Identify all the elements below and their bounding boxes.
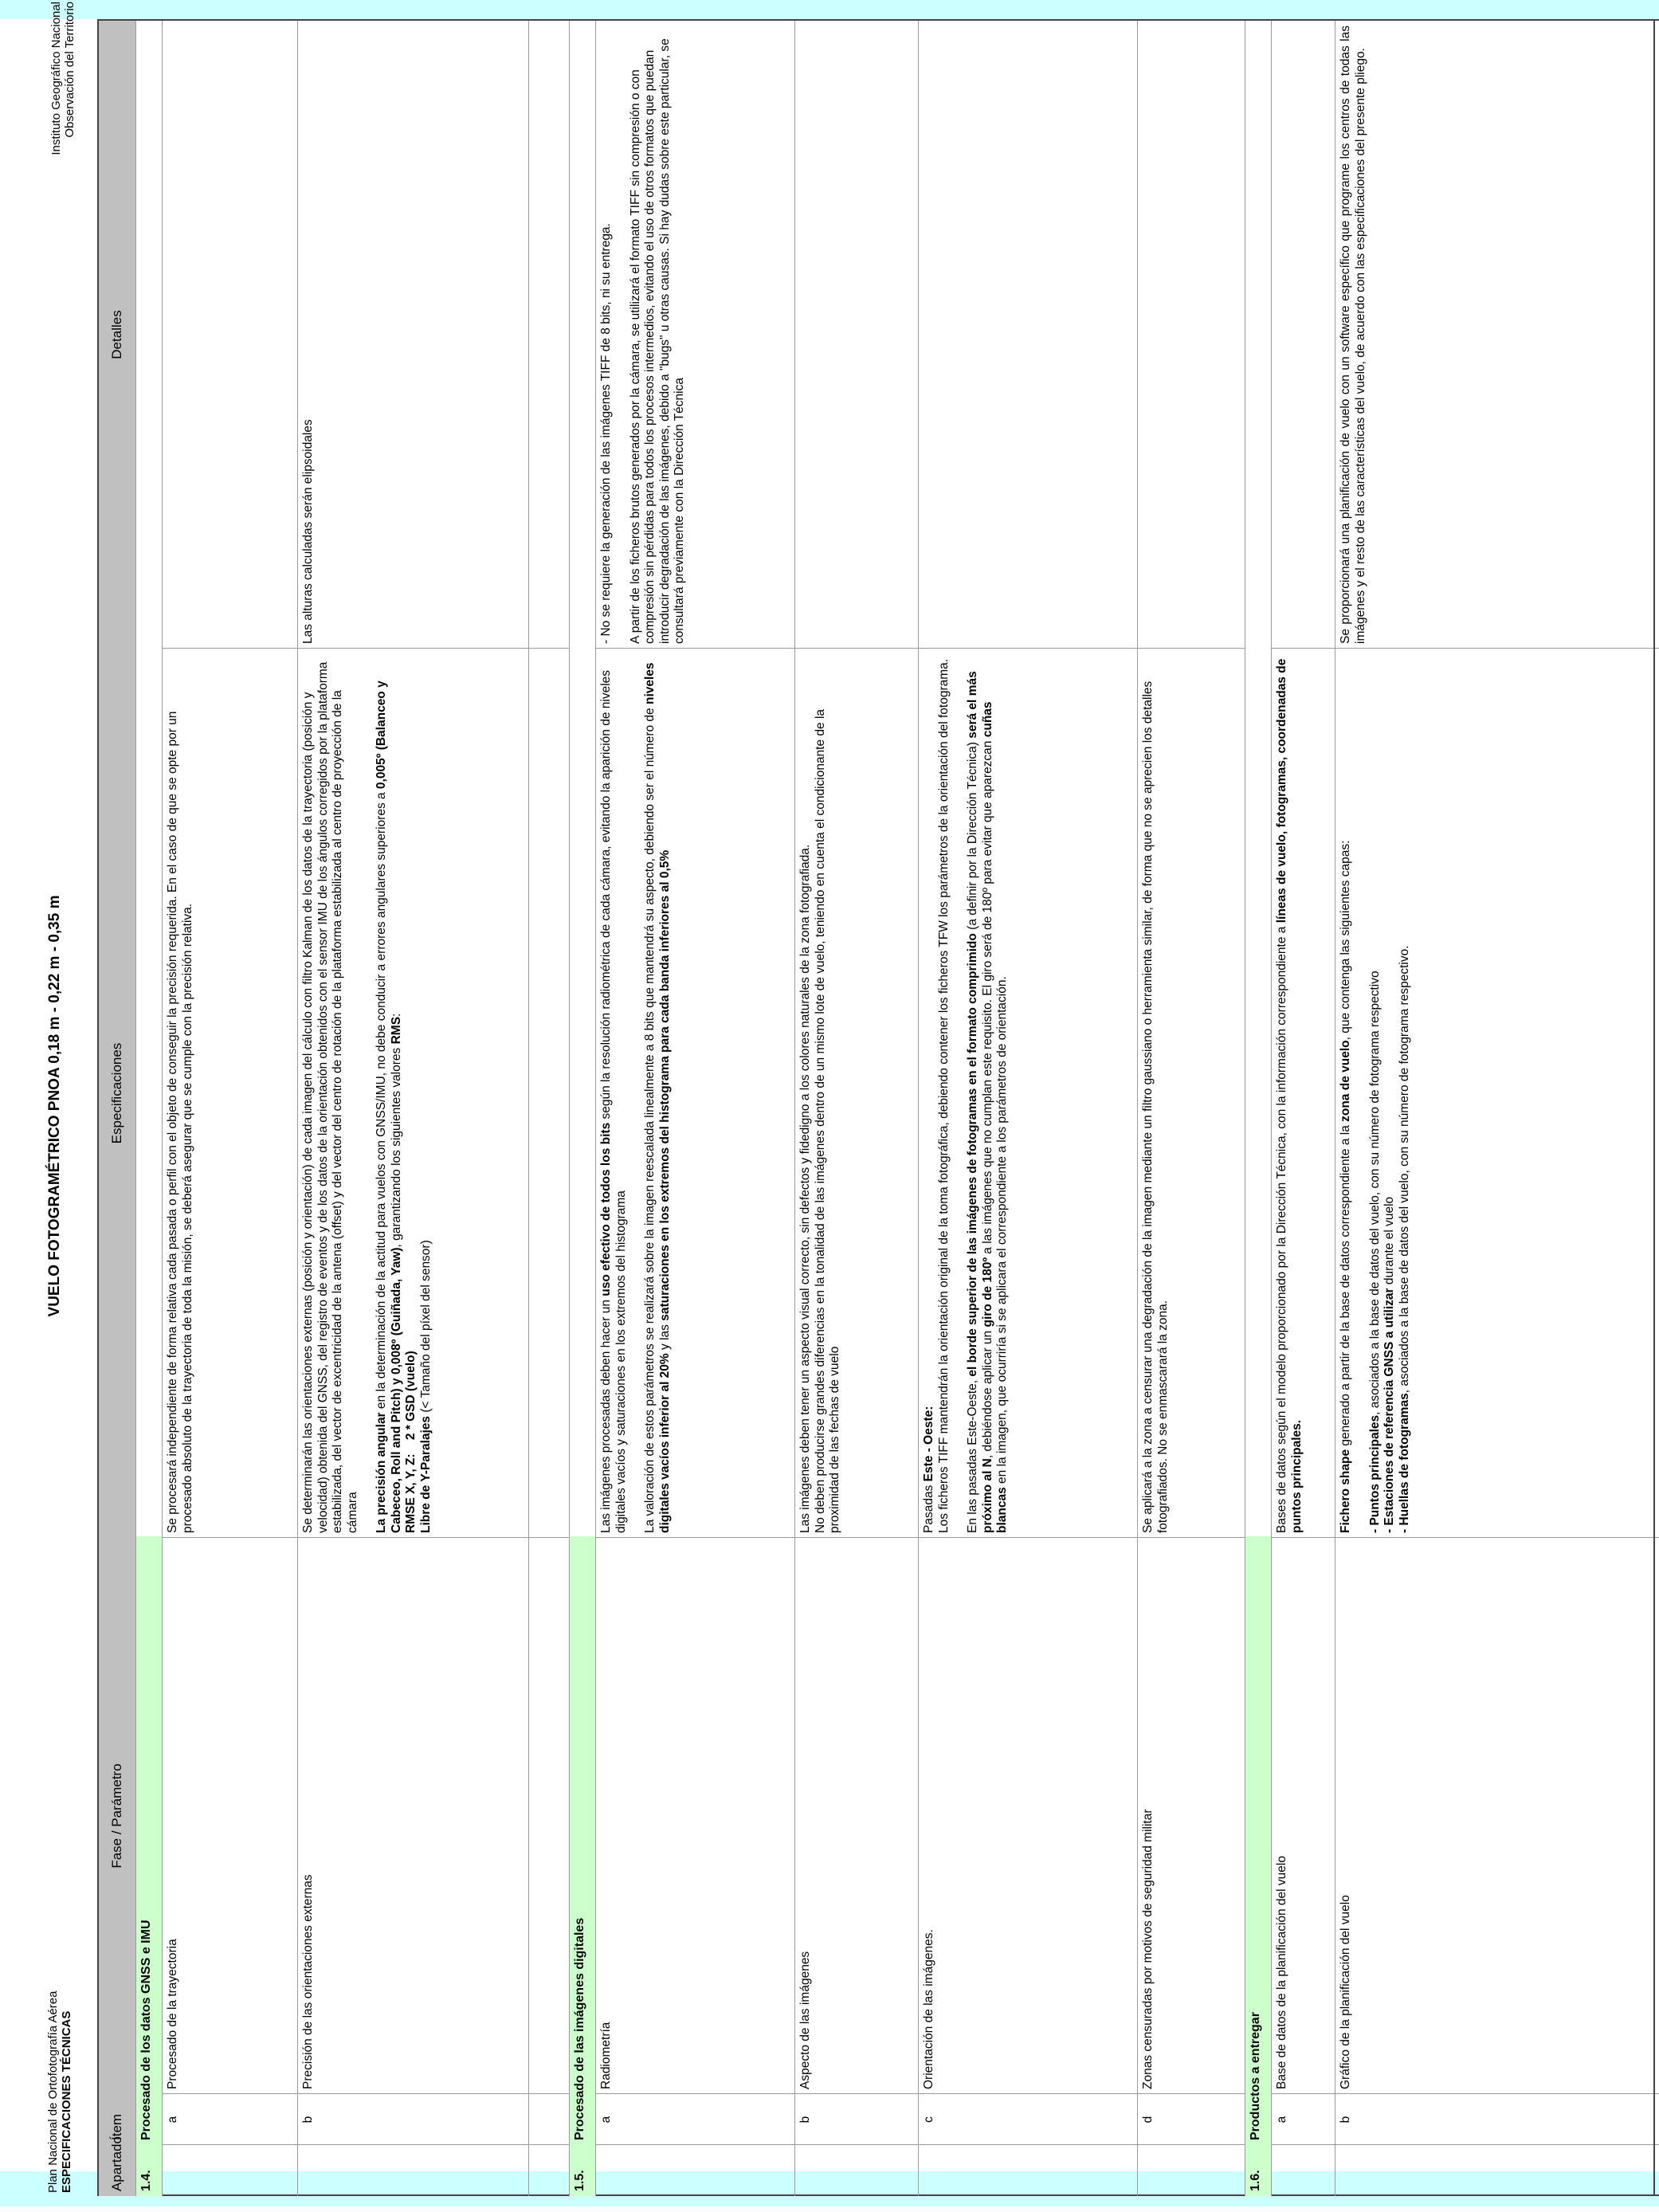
item-letter: d	[1138, 2094, 1245, 2145]
section-title: Productos a entregar	[1245, 21, 1272, 2145]
table-bottom-border	[1653, 21, 1655, 2196]
table-row	[596, 21, 795, 2196]
detalles-cell	[596, 21, 795, 649]
table-row	[795, 21, 919, 2196]
spacer-row	[529, 21, 570, 2196]
item-letter: a	[163, 2094, 298, 2145]
section-row-1-6	[1245, 21, 1272, 2196]
especificaciones-cell	[1335, 649, 1519, 1538]
section-title: Procesado de las imágenes digitales	[570, 21, 596, 2145]
table-row	[1272, 21, 1335, 2196]
table-row	[298, 21, 529, 2196]
paragraph: Las imágenes procesadas deben hacer un uso efectivo de todos los bits según la resolución radiométrica de cada cámara, evitando la aparición de niveles digitales vacíos y saturaciones en los extremos del histograma	[599, 669, 628, 1533]
paragraph: Se determinarán las orientaciones externas (posición y orientación) de cada imagen del cálculo con filtro Kalman de los datos de la trayectoria (posición y velocidad) obtenida del GNSS, del registro de eventos y de los datos de la orientación obtenidos con el sensor IMU de los ángulos corregidos por la plataforma estabilizada, del vector de excentricidad de la antena (offset) y del vector del centro de rotación de la plataforma estabilizada al centro de proyección de la cámara	[301, 661, 359, 1533]
header-department: Observación del Territorio	[63, 2, 76, 138]
paragraph: - No se requiere la generación de las imágenes TIFF de 8 bits, ni su entrega.	[599, 223, 613, 644]
fase-cell: Precisión de las orientaciones externas	[298, 1538, 529, 2094]
especificaciones-cell	[919, 649, 1138, 1538]
paragraph: - Puntos principales, asociados a la base de datos del vuelo, con su número de fotograma respectivo - Estaciones de referencia GNSS a utilizar durante el vuelo - Huellas de fotogramas, asociados a la base de datos del vuelo, con su número de fotograma respectivo.	[1367, 945, 1411, 1533]
col-header-detalles: Detalles	[98, 21, 136, 649]
table-row	[1138, 21, 1245, 2196]
paragraph: Las imágenes deben tener un aspecto visual correcto, sin defectos y fidedigno a los colores naturales de la zona fotografiada.	[798, 844, 812, 1533]
fase-cell: Orientación de las imágenes.	[919, 1538, 1138, 2094]
detalles-cell: Las alturas calculadas serán elipsoidales	[298, 21, 529, 649]
fase-cell: Zonas censuradas por motivos de seguridad militar	[1138, 1538, 1245, 2094]
header-right	[49, 2, 76, 155]
item-letter: c	[919, 2094, 1138, 2145]
col-header-apartado: Apartado	[98, 2145, 136, 2196]
section-number: 1.5.	[570, 2145, 596, 2196]
paragraph: No deben producirse grandes diferencias en la tonalidad de las imágenes dentro de un mismo lote de vuelo, teniendo en cuenta el condicionante de la proximidad de las fechas de vuelo	[813, 708, 841, 1533]
fase-cell: Aspecto de las imágenes	[795, 1538, 919, 2094]
table-row	[919, 21, 1138, 2196]
detalles-cell: Se proporcionará una planificación de vuelo con un software específico que programe los centros de todas las imágenes y el resto de las características del vuelo, de acuerdo con las especificaciones del presente pliego.	[1335, 21, 1519, 649]
header-doc-type: ESPECIFICACIONES TÉCNICAS	[60, 2010, 73, 2193]
fase-cell: Radiometría	[596, 1538, 795, 2094]
section-title: Procesado de los datos GNSS e IMU	[136, 21, 163, 2145]
fase-cell: Gráfico de la planificación del vuelo	[1335, 1538, 1519, 2094]
section-number: 1.6.	[1245, 2145, 1272, 2196]
especificaciones-cell	[795, 649, 919, 1538]
item-letter: a	[1272, 2094, 1335, 2145]
section-row-1-4	[136, 21, 163, 2196]
especificaciones-cell	[298, 649, 529, 1538]
especificaciones-cell: Se aplicará a la zona a censurar una degradación de la imagen mediante un filtro gaussiano o herramienta similar, de forma que no se aprecien los detalles fotografiados. No se enmascarará la zona.	[1138, 649, 1245, 1538]
detalles-cell	[1272, 21, 1335, 649]
fase-cell: Procesado de la trayectoria	[163, 1538, 298, 2094]
table-row	[1335, 21, 1519, 2196]
detalles-cell	[795, 21, 919, 649]
detalles-cell	[163, 21, 298, 649]
specifications-table	[97, 21, 1519, 2196]
item-letter: b	[1335, 2094, 1519, 2145]
table-header-row	[98, 21, 136, 2196]
item-letter: b	[298, 2094, 529, 2145]
paragraph: Pasadas Este - Oeste: Los ficheros TIFF mantendrán la orientación original de la toma fotográfica, debiendo contener los ficheros TFW los parámetros de la orientación del fotograma.	[922, 658, 951, 1533]
especificaciones-cell	[596, 649, 795, 1538]
paragraph: La valoración de estos parámetros se realizará sobre la imagen reescalada linealmente a 8 bits que mantendrá su aspecto, debiendo ser el número de niveles digitales vacíos inferior al 20% y las saturaciones en los extremos del histograma para cada banda inferiores al 0,5%	[643, 662, 672, 1533]
fase-cell: Base de datos de la planificación del vuelo	[1272, 1538, 1335, 2094]
section-number: 1.4.	[136, 2145, 163, 2196]
section-row-1-5	[570, 21, 596, 2196]
page-title: VUELO FOTOGRAMÉTRICO PNOA 0,18 m - 0,22 m - 0,35 m	[46, 895, 63, 1317]
paragraph: En las pasadas Este-Oeste, el borde superior de las imágenes de fotogramas en el formato comprimido (a definir por la Dirección Técnica) será el más próximo al N, debiéndose aplicar un giro de 180º a las imágenes que no cumplan este requisito. El giro será de 180º para evitar que aparezcan cuñas blancas en la imagen, que ocurriría si se aplicara el correspondiente a los parámetros de orientación.	[966, 671, 1009, 1533]
paragraph: La precisión angular en la determinación de la actitud para vuelos con GNSS/IMU, no debe conducir a errores angulares superiores a 0,005º (Balanceo y Cabeceo, Roll and Pitch) y 0,008º (Guiñada, Yaw), garantizando los siguientes valores RMS: RMSE X, Y, Z: 2 * GSD (vuelo) Libre de Y-Paralajes (< Tamaño del píxel del sensor)	[375, 680, 433, 1533]
detalles-cell	[1138, 21, 1245, 649]
item-letter: a	[596, 2094, 795, 2145]
especificaciones-cell: Se procesará independiente de forma relativa cada pasada o perfil con el objeto de conseguir la precisión requerida. En el caso de que se opte por un procesado absoluto de la trayectoria de toda la misión, se deberá asegurar que se cumple con la precisión relativa.	[163, 649, 298, 1538]
table-row	[163, 21, 298, 2196]
col-header-especificaciones: Especificaciones	[98, 649, 136, 1538]
item-letter: b	[795, 2094, 919, 2145]
especificaciones-cell: Bases de datos según el modelo proporcionado por la Dirección Técnica, con la información correspondiente a líneas de vuelo, fotogramas, coordenadas de puntos principales.	[1272, 649, 1335, 1538]
header-plan-name: Plan Nacional de Ortofotografía Aérea	[46, 1990, 60, 2193]
cyan-margin-right	[0, 0, 1659, 19]
col-header-fase: Fase / Parámetro	[98, 1538, 136, 2094]
paragraph: A partir de los ficheros brutos generados por la cámara, se utilizará el formato TIFF sin compresión o con compresión sin pérdidas para todos los procesos intermedios, evitando el uso de otros formatos que puedan introducir degradación de las imágenes, debido a "bugs" u otras causas. Si hay dudas sobre este particular, se consultará previamente con la Dirección Técnica	[628, 38, 686, 644]
header-institution: Instituto Geográfico Nacional	[49, 2, 63, 155]
detalles-cell	[919, 21, 1138, 649]
paragraph: Fichero shape generado a partir de la base de datos correspondiente a la zona de vuelo, que contenga las siguientes capas:	[1339, 840, 1352, 1533]
col-header-item: Ítem	[98, 2094, 136, 2145]
